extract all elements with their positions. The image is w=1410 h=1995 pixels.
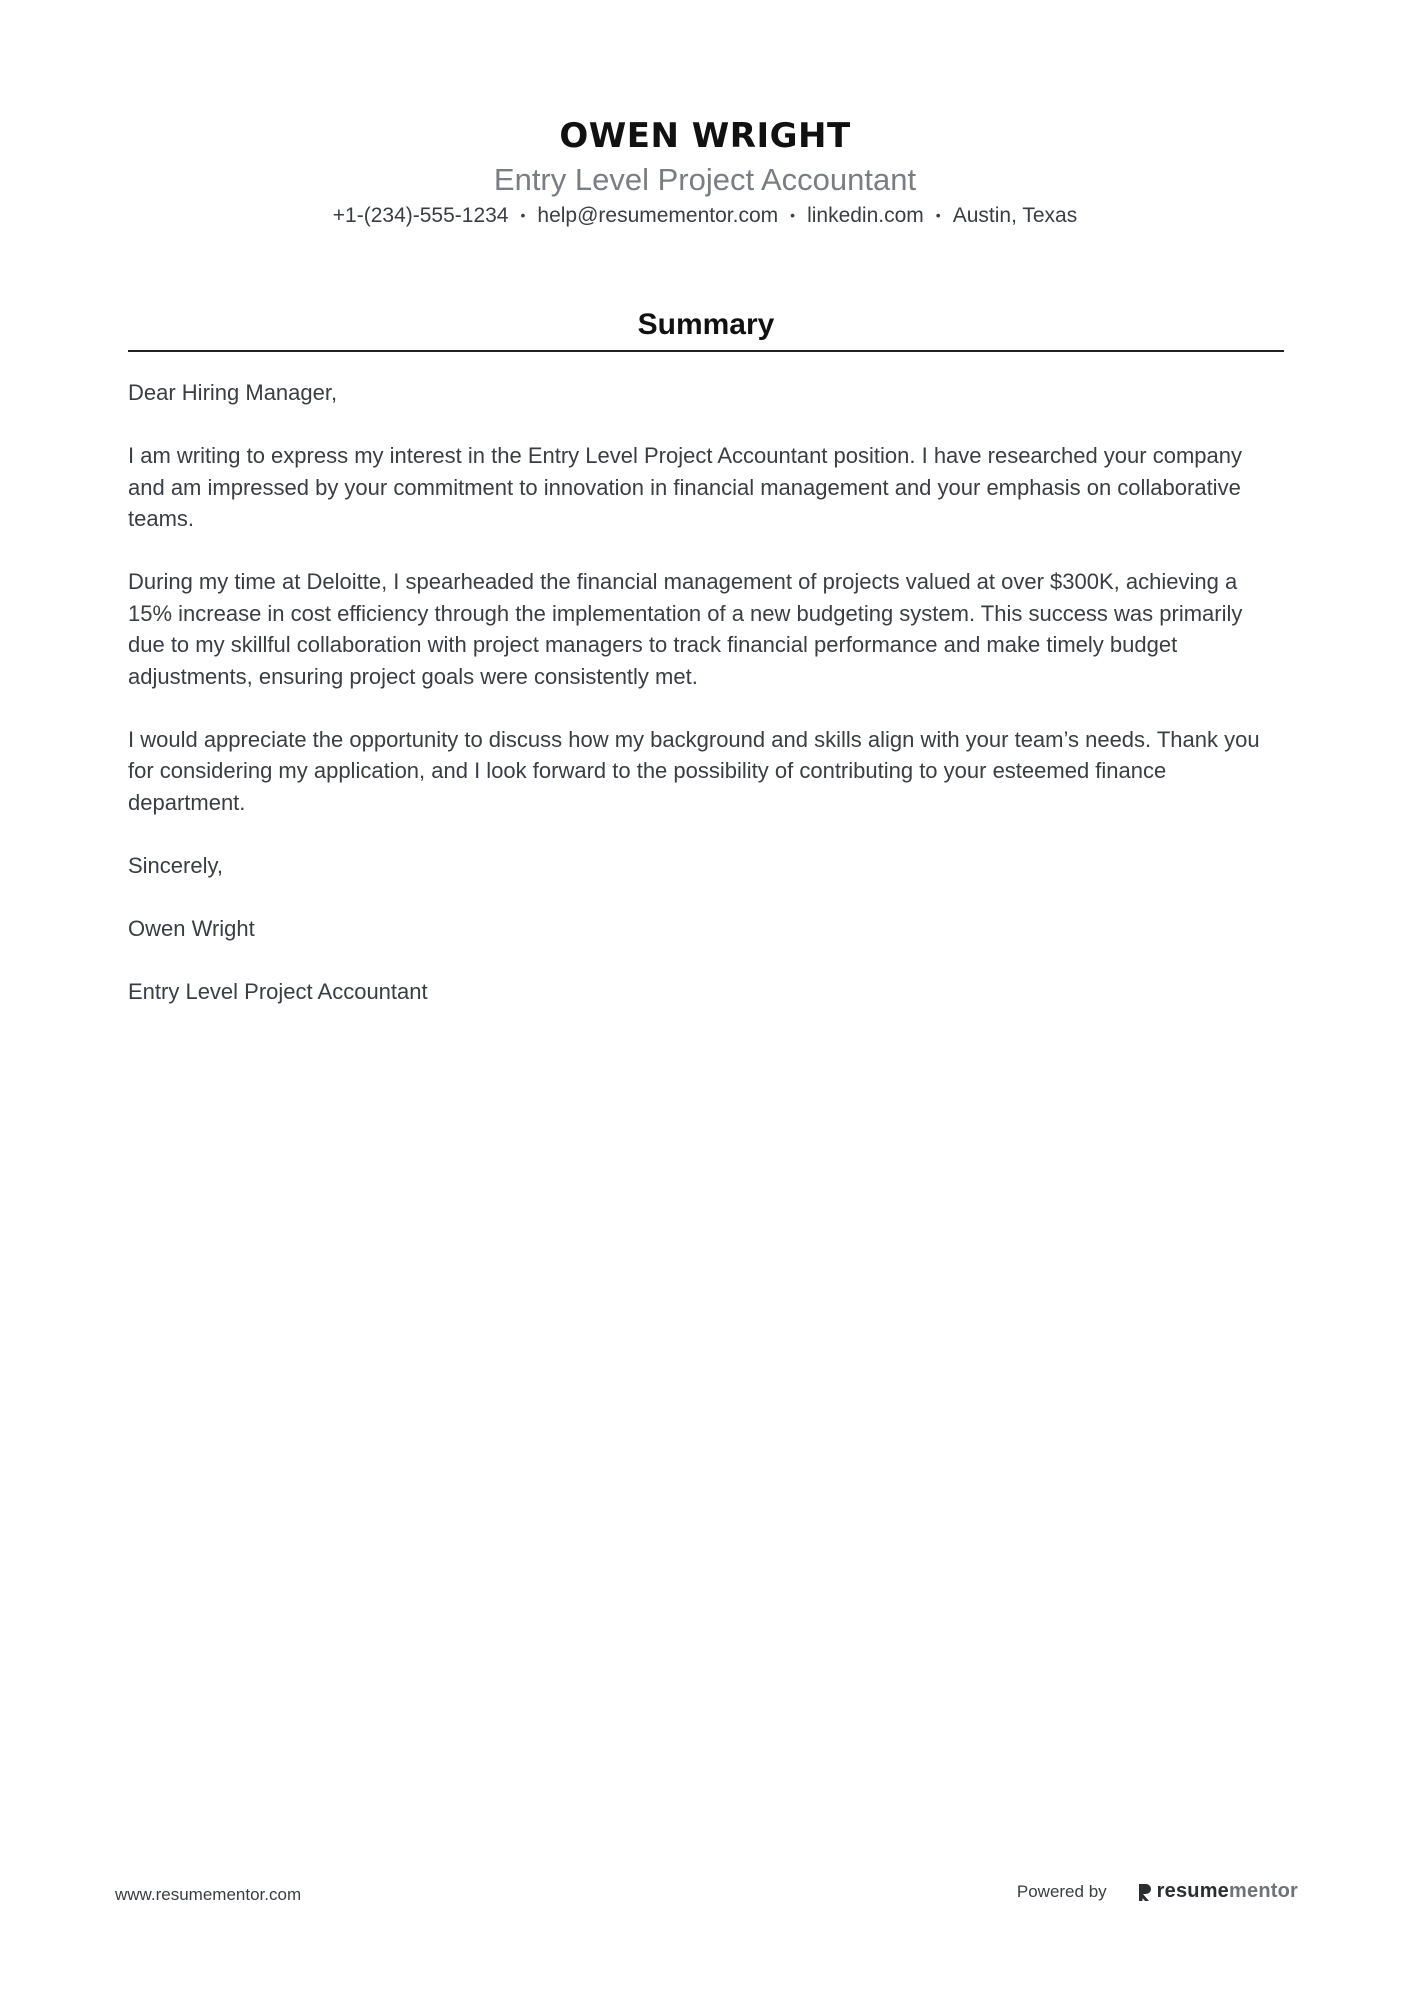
section-divider bbox=[128, 350, 1284, 352]
letter-paragraph: During my time at Deloitte, I spearheaded the financial management of projects valued at over $300K, achieving a 15% increase in cost efficiency through the implementation of a new budgeting system. This success was primarily due to my skillful collaboration with project managers to track financial performance and make timely budget adjustments, ensuring project goals were consistently met. bbox=[128, 569, 1243, 689]
applicant-title: Entry Level Project Accountant bbox=[493, 162, 917, 197]
powered-by-label: Powered by bbox=[1016, 1881, 1107, 1901]
footer-branding bbox=[1017, 1880, 1298, 1903]
brand-text-resume: resume bbox=[1156, 1880, 1230, 1902]
resumementor-logo-icon bbox=[1137, 1882, 1153, 1902]
letter-paragraph: I am writing to express my interest in the Entry Level Project Accountant position. I have researched your company and am impressed by your commitment to innovation in financial management and your emphasis on collaborative teams. bbox=[128, 443, 1242, 531]
contact-phone: +1-(234)-555-1234 bbox=[332, 204, 509, 227]
contact-location: Austin, Texas bbox=[952, 204, 1078, 227]
separator-dot: • bbox=[520, 207, 526, 223]
letter-closing: Sincerely, bbox=[128, 852, 223, 878]
contact-line bbox=[0, 200, 1410, 231]
footer-website[interactable]: www.resumementor.com bbox=[115, 1885, 302, 1904]
header bbox=[0, 112, 1410, 231]
contact-linkedin[interactable]: linkedin.com bbox=[807, 204, 924, 227]
letter-greeting: Dear Hiring Manager, bbox=[128, 380, 338, 405]
letter-body bbox=[128, 377, 1284, 1039]
contact-email[interactable]: help@resumementor.com bbox=[537, 204, 779, 227]
section-title-summary: Summary bbox=[637, 308, 775, 341]
brand-logo[interactable] bbox=[1137, 1880, 1298, 1903]
signature-title: Entry Level Project Accountant bbox=[128, 978, 428, 1004]
letter-paragraph: I would appreciate the opportunity to discuss how my background and skills align with your team’s needs. Thank you for considering my application, and I look forward to the possibility of contributing to your esteemed finance department. bbox=[128, 726, 1260, 815]
applicant-name: OWEN WRIGHT bbox=[559, 116, 851, 156]
separator-dot: • bbox=[935, 207, 941, 223]
separator-dot: • bbox=[790, 207, 796, 223]
brand-text-mentor: mentor bbox=[1229, 1880, 1298, 1902]
signature-name: Owen Wright bbox=[128, 915, 255, 941]
